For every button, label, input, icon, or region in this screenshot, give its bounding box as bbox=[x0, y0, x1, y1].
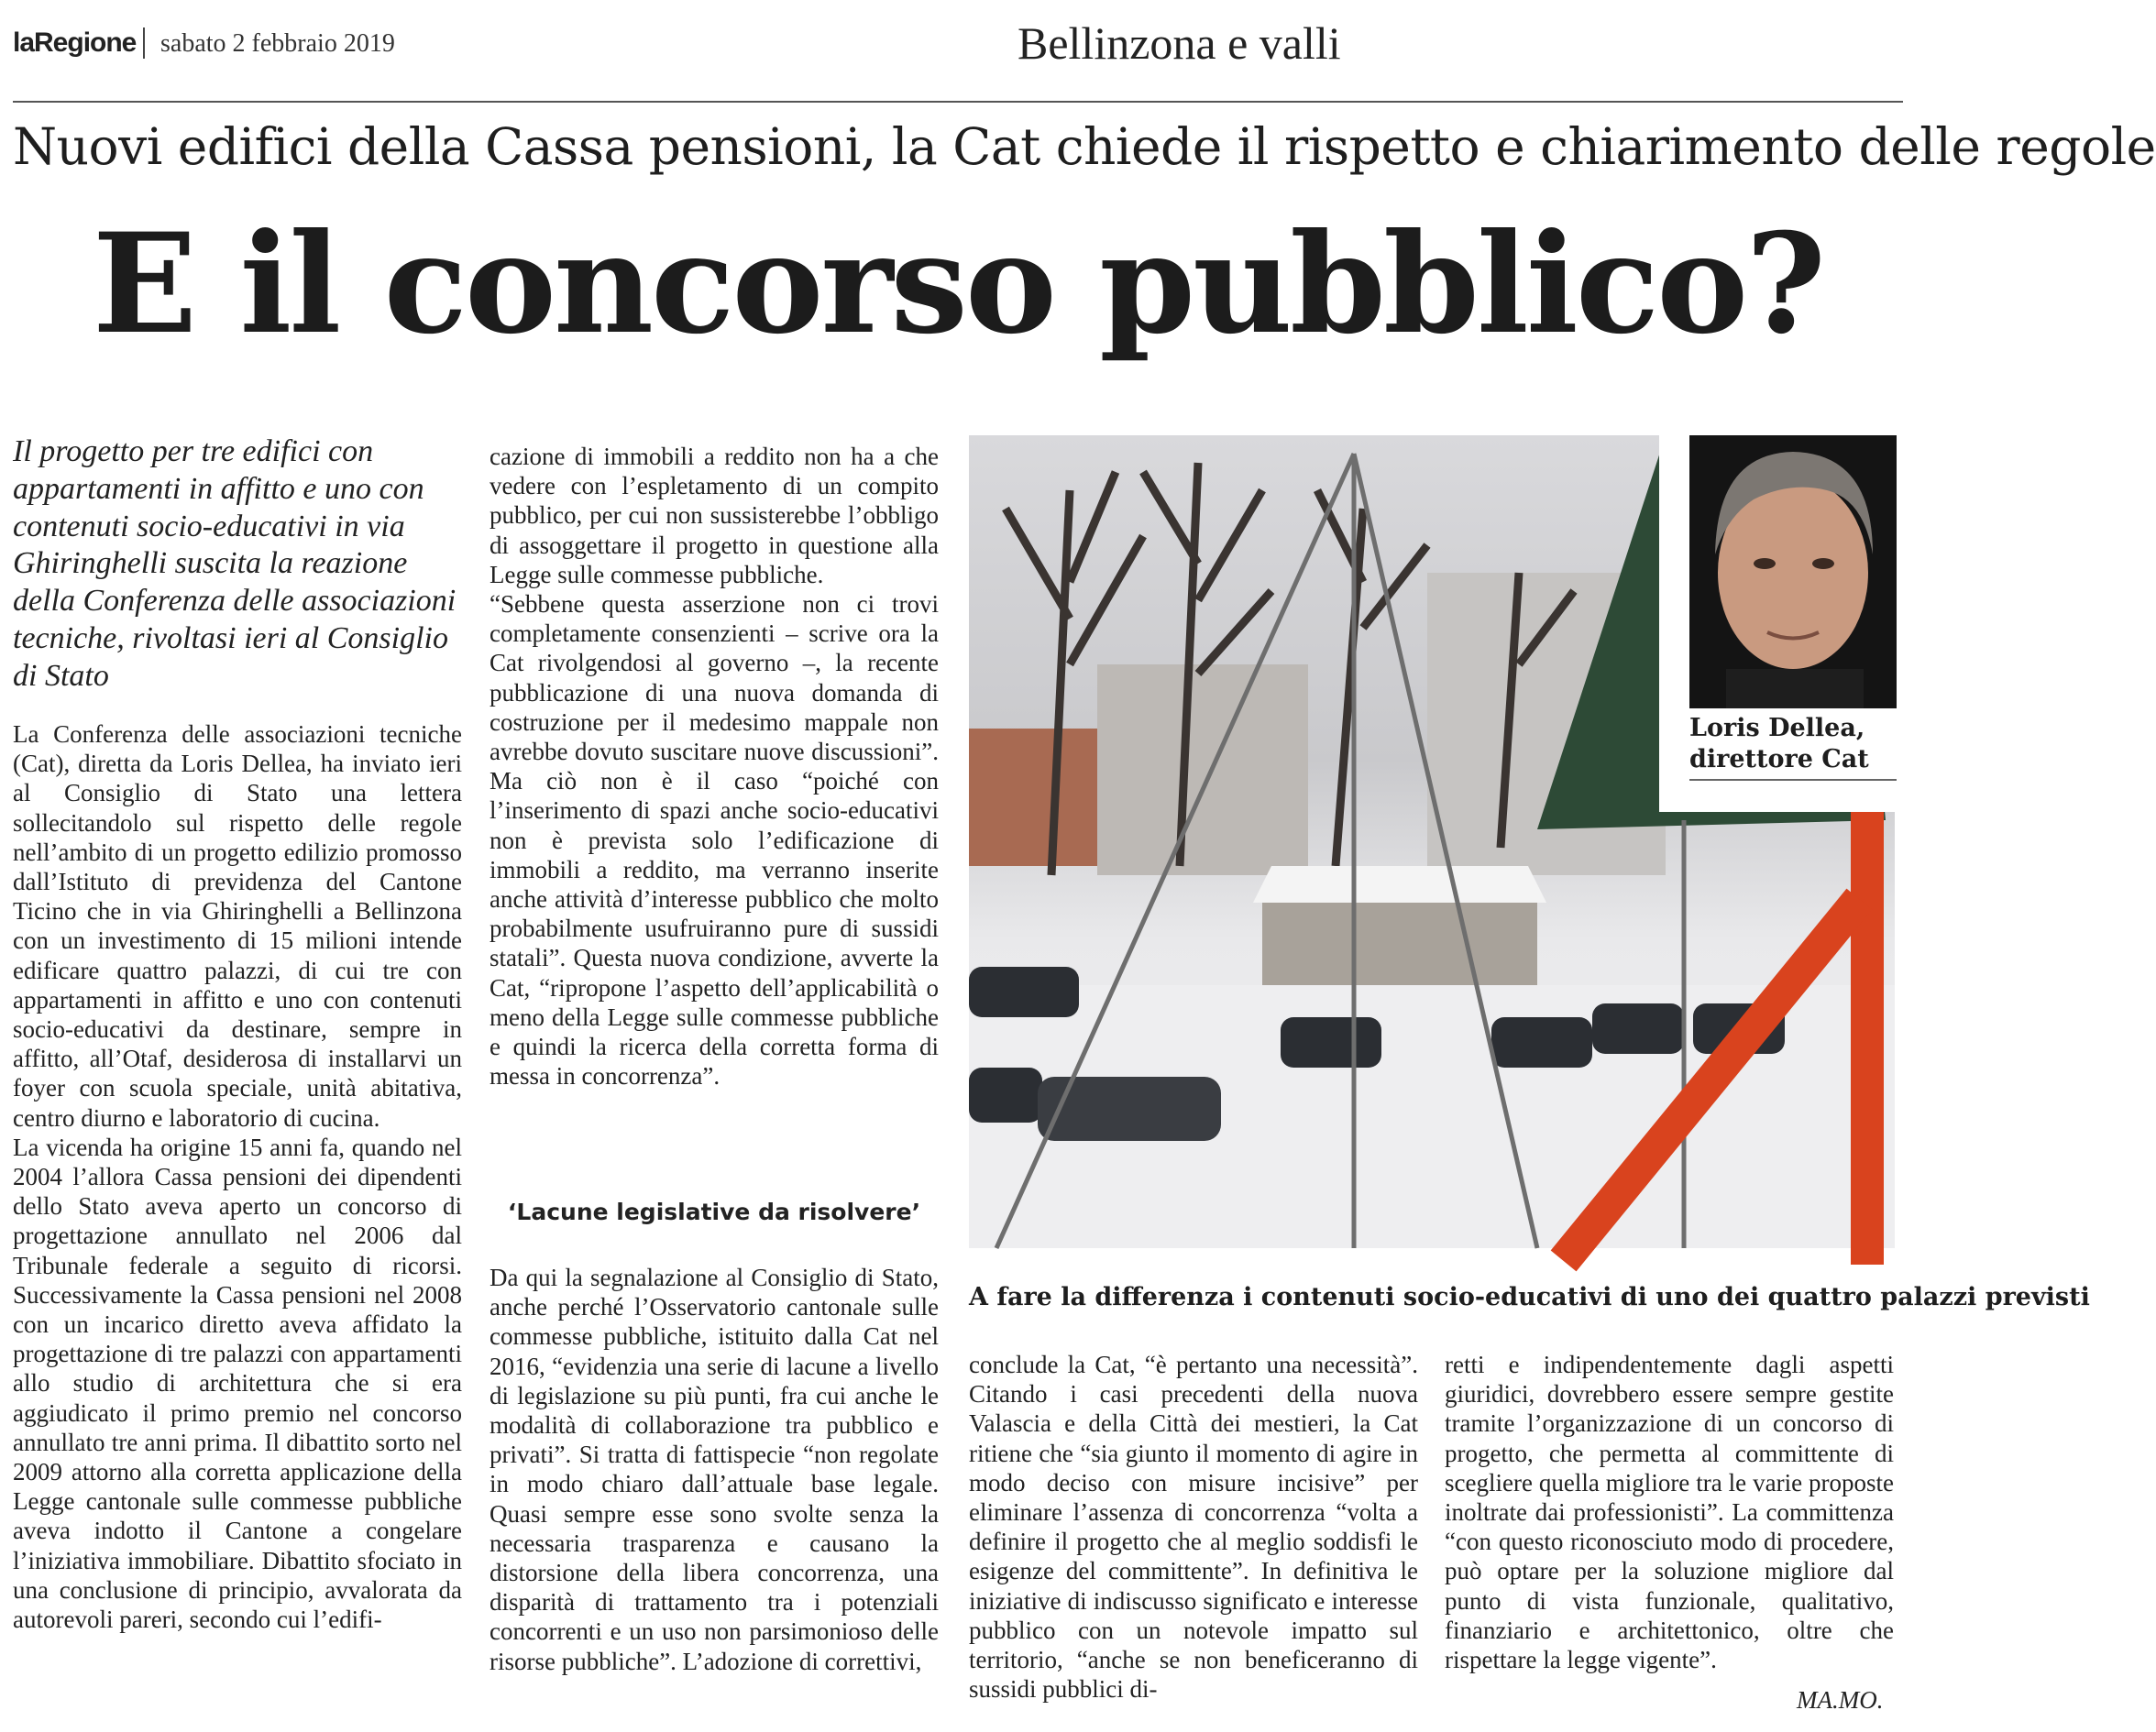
photo-caption: A fare la differenza i contenuti socio-educativi di uno dei quattro palazzi previsti bbox=[969, 1283, 2090, 1311]
shirt bbox=[1726, 669, 1864, 708]
portrait-caption bbox=[1689, 713, 1897, 775]
portrait-caption-name: Loris Dellea, bbox=[1689, 714, 1865, 742]
man-portrait-illustration bbox=[1689, 435, 1897, 708]
article-column-2-continued bbox=[490, 1263, 939, 1676]
parked-car bbox=[969, 1068, 1042, 1123]
shed-roof bbox=[1253, 866, 1546, 903]
paragraph: conclude la Cat, “è pertanto una necessità”. Citando i casi precedenti della nuova Valascia e della Città dei mestieri, la Cat ritiene che “sia giunto il momento di agire in modo deciso con misure incisive” per eliminare l’assenza di concorrenza “volta a definire il progetto che al meglio soddisfi le esigenze del committente”. In definitiva le iniziative di indiscusso significato e interesse pubblico con un notevole impatto sul territorio, “anche se non beneficeranno di sussidi pubblici di- bbox=[969, 1351, 1418, 1704]
issue-date: sabato 2 febbraio 2019 bbox=[160, 29, 395, 58]
article-lead: Il progetto per tre edifici con appartamenti in affitto e uno con contenuti socio-educativi in via Ghiringhelli suscita la reazione della Conferenza delle associazioni tecniche, rivoltasi ieri al Consiglio di Stato bbox=[13, 434, 456, 693]
brick-building bbox=[969, 729, 1097, 866]
paragraph: cazione di immobili a reddito non ha a che vedere con l’espletamento di un compito pubblico, per cui non sussisterebbe l’obbligo di assoggettare il progetto in questione alla Legge sulle commesse pubbliche. bbox=[490, 443, 939, 588]
paragraph: La vicenda ha origine 15 anni fa, quando nel 2004 l’allora Cassa pensioni dei dipendenti dello Stato aveva aperto un concorso di progettazione annullato nel 2006 dal Tribunale federale a seguito di ricorsi. Successivamente la Cassa pensioni nel 2008 con un incarico diretto aveva affidato la progettazione di tre palazzi con appartamenti allo studio di architettura che si era aggiudicato il primo premio nel concorso annullato tre anni prima. Il dibattito sorto nel 2009 attorno alla corretta applicazione della Legge cantonale sulle commesse pubbliche aveva indotto il Cantone a congelare l’iniziativa immobiliare. Dibattito sfociato in una conclusione di principio, avvalorata da autorevoli pareri, secondo cui l’edifi- bbox=[13, 1133, 462, 1634]
header-divider bbox=[13, 101, 1903, 103]
paragraph: La Conferenza delle associazioni tecniche (Cat), diretta da Loris Dellea, ha inviato ieri al Consiglio di Stato una lettera sollecitandolo sul rispetto delle regole nell’ambito di un progetto edilizio promosso dall’Istituto di previdenza del Cantone Ticino che in via Ghiringhelli a Bellinzona con un investimento di 15 milioni intende edificare quattro palazzi, di cui tre con appartamenti in affitto e uno con contenuti socio-educativi da destinare, sempre in affitto, all’Otaf, desiderosa di installarvi un foyer con scuola speciale, unità abitativa, centro diurno e laboratorio di cucina. bbox=[13, 720, 462, 1132]
parked-car bbox=[1592, 1003, 1684, 1054]
parked-car bbox=[969, 967, 1079, 1017]
article-column-3 bbox=[969, 1350, 1418, 1704]
section-title: Bellinzona e valli bbox=[1018, 17, 1341, 69]
author-signature: MA.MO. bbox=[1797, 1686, 1884, 1714]
grey-building bbox=[1097, 664, 1308, 875]
paragraph: “Sebbene questa asserzione non ci trovi completamente consenzienti – scrive ora la Cat rivolgendosi al governo –, la recente pubblicazione di una nuova domanda di costruzione per il medesimo mappale non avrebbe dovuto suscitare nuove discussioni”. Ma ciò non è il caso “poiché con l’inserimento di spazi anche socio-educativi non è prevista solo l’edificazione di immobili a reddito, ma verranno inserite anche attività d’interesse pubblico che molto probabilmente usufruiranno pure di sussidi statali”. Questa nuova condizione, avverte la Cat, “ripropone l’aspetto dell’applicabilità o meno della Legge sulle commesse pubbliche e quindi la ricerca della corretta forma di messa in concorrenza”. bbox=[490, 590, 939, 1091]
article-kicker: Nuovi edifici della Cassa pensioni, la Cat chiede il rispetto e chiarimento delle regole bbox=[13, 117, 2156, 176]
article-subheading: ‘Lacune legislative da risolvere’ bbox=[507, 1199, 921, 1225]
parked-car bbox=[1281, 1017, 1381, 1068]
paragraph: Da qui la segnalazione al Consiglio di Stato, anche perché l’Osservatorio cantonale sulle commesse pubbliche, istituito dalla Cat nel 2016, “evidenzia una serie di lacune a livello di legislazione su più punti, fra cui anche le modalità di collaborazione tra pubblico e privati”. Si tratta di fattispecie “non regolate in modo chiaro dall’attuale base legale. Quasi sempre esse sono svolte senza la necessaria trasparenza e causano la distorsione della libera concorrenza, una disparità di trattamento tra i potenziali concorrenti e un uso non parsimonioso delle risorse pubbliche”. L’adozione di correttivi, bbox=[490, 1264, 939, 1675]
moving-car bbox=[1038, 1077, 1221, 1141]
portrait-caption-role: direttore Cat bbox=[1689, 745, 1869, 773]
portrait-photo bbox=[1689, 435, 1897, 708]
article-column-4 bbox=[1445, 1350, 1894, 1674]
parked-car bbox=[1491, 1017, 1592, 1068]
portrait-caption-divider bbox=[1689, 779, 1897, 781]
masthead-separator bbox=[143, 27, 145, 59]
article-headline: E il concorso pubblico? bbox=[92, 203, 1824, 365]
paragraph: retti e indipendentemente dagli aspetti giuridici, dovrebbero essere sempre gestite tramite l’organizzazione di un concorso di progetto, che permetta al committente di scegliere quella migliore tra le varie proposte inoltrate dai professionisti”. La committenza “con questo riconosciuto modo di procedere, può optare per la soluzione migliore dal punto di vista funzionale, qualitativo, finanziario e architettonico, oltre che rispettare la legge vigente”. bbox=[1445, 1351, 1894, 1674]
newspaper-logo: laRegione bbox=[13, 27, 137, 58]
article-column-1 bbox=[13, 719, 462, 1634]
article-column-2 bbox=[490, 442, 939, 1091]
